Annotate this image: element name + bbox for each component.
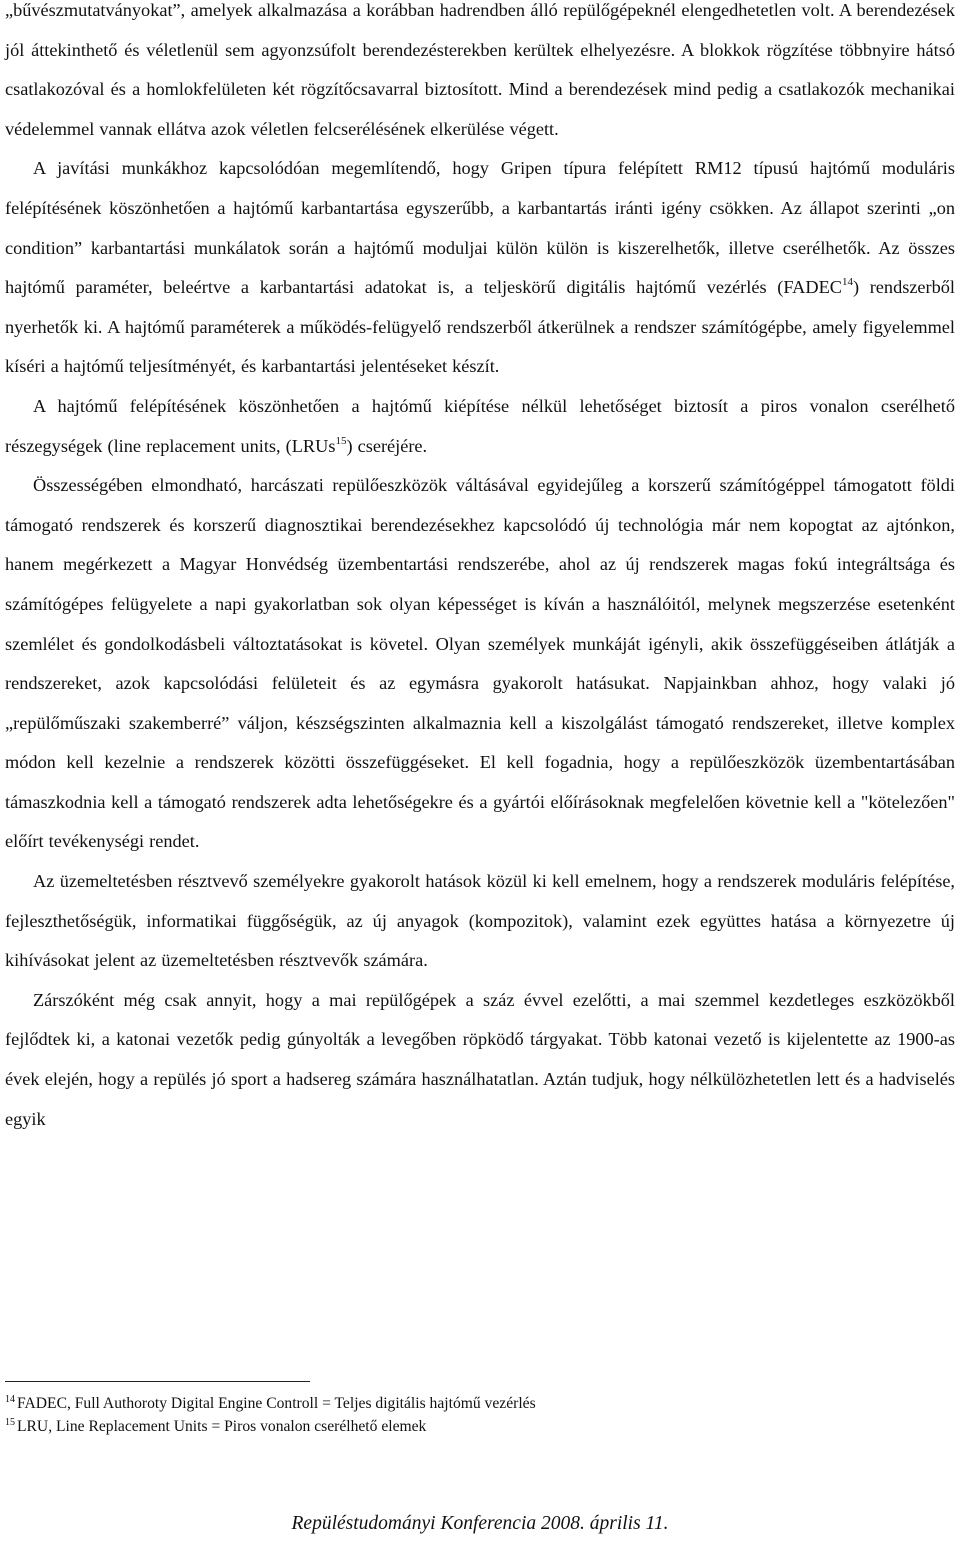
paragraph-2-text-a: A javítási munkákhoz kapcsolódóan megemlítendő, hogy Gripen típura felépített RM12 típusú hajtómű moduláris felépítésének köszönhetően a hajtómű karbantartása egyszerűbb, a karbantartás iránti igény csökken. Az állapot szerinti „on condition” karbantartási munkálatok során a hajtómű moduljai külön külön is kiszerelhetők, illetve cserélhetők. Az összes hajtómű paraméter, beleértve a karbantartási adatokat is, a teljeskörű digitális hajtómű vezérlés (FADEC: [5, 158, 955, 298]
page-footer: [0, 1511, 960, 1537]
footnote-separator: [5, 1381, 310, 1382]
footer-conference-text: Repüléstudományi Konferencia 2008. április 11.: [291, 1513, 669, 1534]
footnote-number: 15: [5, 1416, 15, 1428]
paragraph-4: [5, 466, 955, 862]
paragraph-1-text: „bűvészmutatványokat”, amelyek alkalmazása a korábban hadrendben álló repülőgépeknél elengedhetetlen volt. A berendezések jól áttekinthető és véletlenül sem agyonzsúfolt berendezésterekben kerültek elhelyezésre. A blokkok rögzítése többnyire hátsó csatlakozóval és a homlokfelületen két rögzítőcsavarral biztosított. Mind a berendezések mind pedig a csatlakozók mechanikai védelemmel vannak ellátva azok véletlen felcserélésének elkerülése végett.: [5, 0, 955, 139]
footnote-ref-15[interactable]: 15: [335, 434, 347, 447]
footnote-14: [5, 1393, 955, 1416]
footnote-ref-14[interactable]: 14: [841, 276, 853, 289]
footnote-number: 14: [5, 1394, 15, 1405]
paragraph-2-text-b: ) rendszerből nyerhetők ki. A hajtómű paraméterek a működés-felügyelő rendszerből átkerülnek a rendszer számítógépbe, amely figyelemmel kíséri a hajtómű teljesítményét, és karbantartási jelentéseket készít.: [5, 277, 955, 377]
paragraph-5-text: Az üzemeltetésben résztvevő személyekre gyakorolt hatások közül ki kell emelnem, hogy a rendszerek moduláris felépítése, fejleszthetőségük, informatikai függőségük, az új anyagok (kompozitok), valamint ezek együttes hatása a környezetre új kihívásokat jelent az üzemeltetésben résztvevők számára.: [5, 871, 955, 971]
paragraph-6-text: Zárszóként még csak annyit, hogy a mai repülőgépek a száz évvel ezelőtti, a mai szemmel kezdetleges eszközökből fejlődtek ki, a katonai vezetők pedig gúnyolták a levegőben röpködő tárgyakat. Több katonai vezető is kijelentette az 1900-as évek elején, hogy a repülés jó sport a hadsereg számára használhatatlan. Aztán tudjuk, hogy nélkülözhetetlen lett és a hadviselés egyik: [5, 989, 955, 1129]
footnote-text: FADEC, Full Authoroty Digital Engine Controll = Teljes digitális hajtómű vezérlés: [17, 1395, 536, 1412]
page-body: [5, 0, 955, 1139]
footnotes: [5, 1393, 955, 1438]
footnote-15: [5, 1416, 955, 1439]
paragraph-4-text: Összességében elmondható, harcászati repülőeszközök váltásával egyidejűleg a korszerű számítógéppel támogatott földi támogató rendszerek és korszerű diagnosztikai berendezésekhez kapcsolódó új technológia már nem kopogtat az ajtónkon, hanem megérkezett a Magyar Honvédség üzembentartási rendszerébe, ahol az új rendszerek magas fokú integráltsága és számítógépes felügyelete a napi gyakorlatban sok olyan képességet is kíván a használóitól, melynek megszerzése esetenként szemlélet és gondolkodásbeli változtatásokat is követel. Olyan személyek munkáját igényli, akik összefüggéseiben átlátják a rendszereket, azok kapcsolódási felületeit és az egymásra gyakorolt hatásukat. Napjainkban ahhoz, hogy valaki jó „repülőműszaki szakemberré” váljon, készségszinten alkalmaznia kell a kiszolgálást támogató rendszereket, illetve komplex módon kell kezelnie a rendszerek közötti összefüggéseket. El kell fogadnia, hogy a repülőeszközök üzembentartásában támaszkodnia kell a támogató rendszerek adta lehetőségekre és a gyártói előírásoknak megfelelően követnie kell a "kötelezően" előírt tevékenységi rendet.: [5, 475, 955, 852]
paragraph-5: [5, 862, 955, 981]
paragraph-3-text-a: A hajtómű felépítésének köszönhetően a hajtómű kiépítése nélkül lehetőséget biztosít a piros vonalon cserélhető részegységek (line replacement units, (LRUs: [5, 395, 955, 456]
paragraph-3: [5, 387, 955, 466]
paragraph-6: [5, 981, 955, 1139]
paragraph-3-text-b: ) cseréjére.: [346, 435, 428, 456]
footnote-text: LRU, Line Replacement Units = Piros vonalon cserélhető elemek: [17, 1417, 427, 1435]
paragraph-1: [5, 0, 955, 149]
paragraph-2: [5, 149, 955, 387]
